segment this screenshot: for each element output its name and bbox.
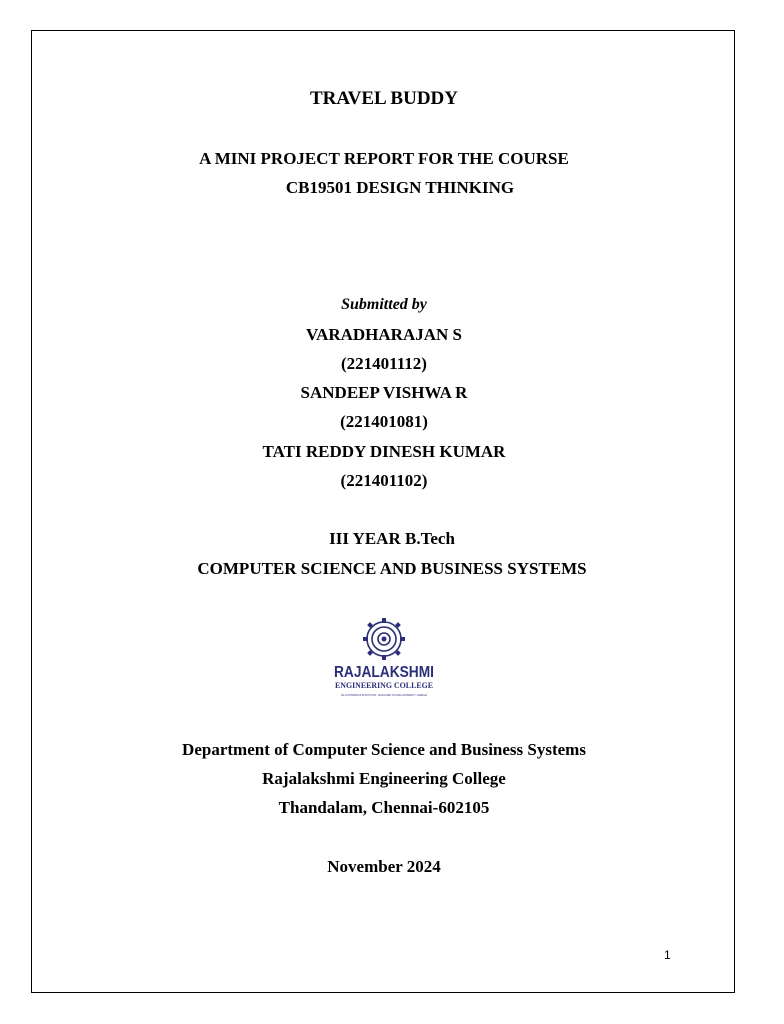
student-name-1: VARADHARAJAN S xyxy=(305,325,462,344)
page-border xyxy=(31,30,735,993)
svg-text:RAJALAKSHMI: RAJALAKSHMI xyxy=(334,664,434,681)
program-label: COMPUTER SCIENCE AND BUSINESS SYSTEMS xyxy=(197,559,587,578)
college-name: Rajalakshmi Engineering College xyxy=(262,769,506,788)
college-address: Thandalam, Chennai-602105 xyxy=(278,798,490,817)
svg-text:ENGINEERING COLLEGE: ENGINEERING COLLEGE xyxy=(335,680,434,690)
report-subtitle-line2: CB19501 DESIGN THINKING xyxy=(285,178,515,197)
student-id-1: (221401112) xyxy=(341,354,427,373)
student-name-3: TATI REDDY DINESH KUMAR xyxy=(262,442,506,461)
college-emblem-icon xyxy=(331,617,437,701)
department-name: Department of Computer Science and Business Systems xyxy=(182,740,586,759)
report-date: November 2024 xyxy=(327,857,441,876)
page-number: 1 xyxy=(664,948,671,962)
student-name-2: SANDEEP VISHWA R xyxy=(300,383,468,402)
college-logo xyxy=(331,617,437,701)
svg-text:AN AUTONOMOUS INSTITUTION · AF: AN AUTONOMOUS INSTITUTION · AFFILIATED TO ANNA UNIVERSITY, CHENNAI xyxy=(341,693,428,697)
report-title: TRAVEL BUDDY xyxy=(310,88,458,109)
student-id-3: (221401102) xyxy=(340,471,428,490)
year-label: III YEAR B.Tech xyxy=(329,529,455,548)
student-id-2: (221401081) xyxy=(340,412,428,431)
report-subtitle-line1: A MINI PROJECT REPORT FOR THE COURSE xyxy=(199,149,569,168)
submitted-by-label: Submitted by xyxy=(341,296,427,313)
